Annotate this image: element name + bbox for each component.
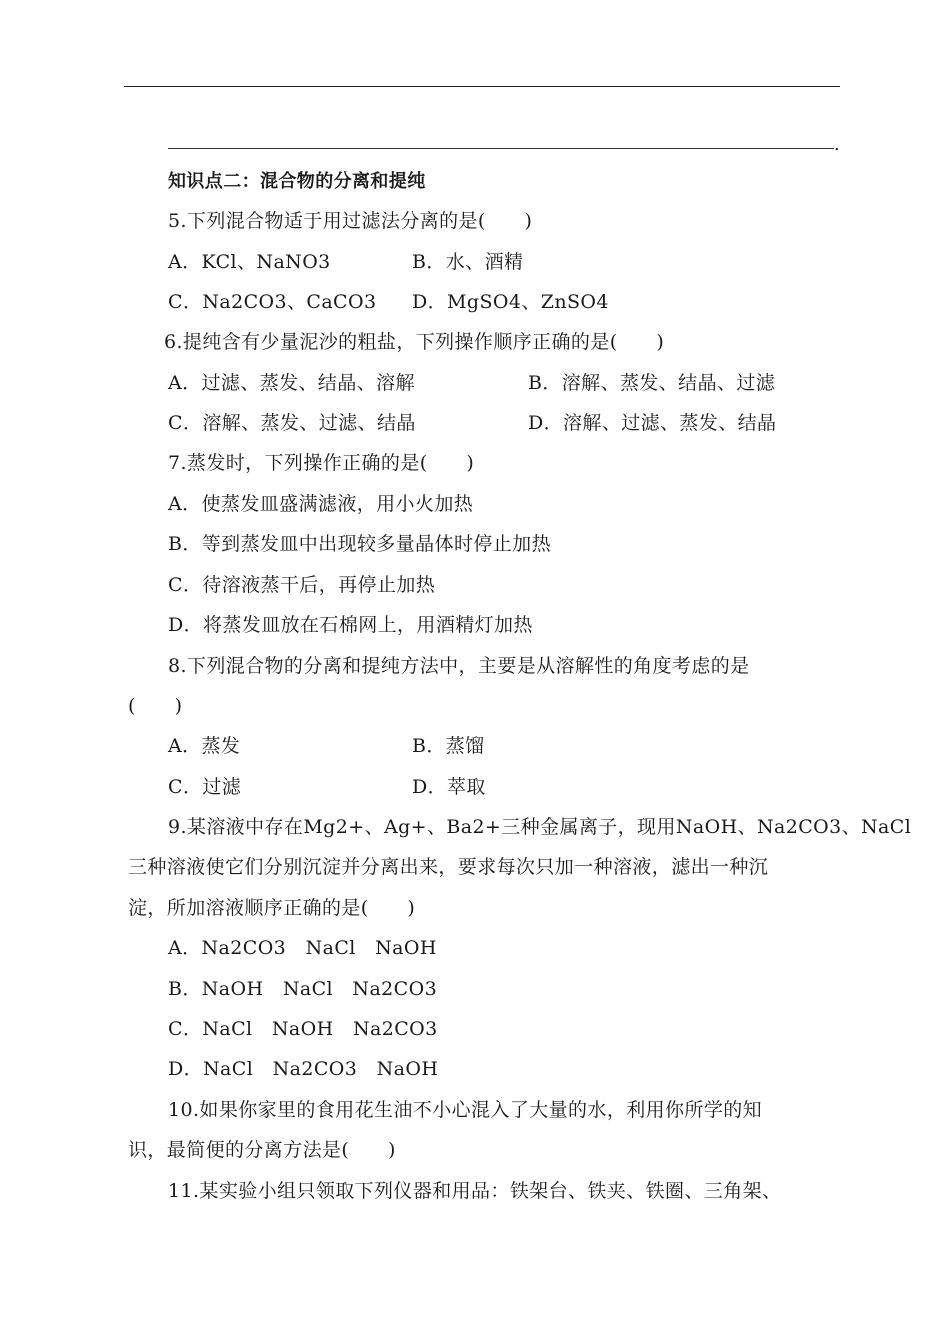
q11-stem-line1: 11.某实验小组只领取下列仪器和用品：铁架台、铁夹、铁圈、三角架、 (168, 1180, 782, 1202)
q7-stem: 7.蒸发时，下列操作正确的是( ) (168, 452, 475, 474)
top-rule (124, 86, 840, 87)
q8-option-c: C．过滤 (168, 776, 242, 798)
q6-option-b: B．溶解、蒸发、结晶、过滤 (528, 372, 776, 394)
q8-option-d: D．萃取 (412, 776, 486, 798)
q5-option-d: D．MgSO4、ZnSO4 (412, 291, 609, 313)
q9-option-a: A．Na2CO3 NaCl NaOH (168, 937, 437, 959)
q8-option-b: B．蒸馏 (412, 735, 485, 757)
q5-option-c: C．Na2CO3、CaCO3 (168, 291, 377, 313)
q6-option-c: C．溶解、蒸发、过滤、结晶 (168, 412, 416, 434)
q7-option-a: A．使蒸发皿盛满滤液，用小火加热 (168, 493, 474, 515)
q9-option-b: B．NaOH NaCl Na2CO3 (168, 978, 438, 1000)
q8-paren: ( ) (128, 695, 183, 717)
q5-option-b: B．水、酒精 (412, 251, 524, 273)
q7-option-c: C．待溶液蒸干后，再停止加热 (168, 574, 436, 596)
q7-option-b: B．等到蒸发皿中出现较多量晶体时停止加热 (168, 533, 551, 555)
q9-option-c: C．NaCl NaOH Na2CO3 (168, 1018, 438, 1040)
q6-option-a: A．过滤、蒸发、结晶、溶解 (168, 372, 415, 394)
q9-stem-line2: 三种溶液使它们分别沉淀并分离出来，要求每次只加一种溶液，滤出一种沉 (128, 856, 769, 878)
answer-blank-line (168, 148, 834, 149)
q6-option-d: D．溶解、过滤、蒸发、结晶 (528, 412, 777, 434)
q10-stem-line1: 10.如果你家里的食用花生油不小心混入了大量的水，利用你所学的知 (168, 1099, 763, 1121)
q10-stem-line2: 识，最简便的分离方法是( ) (128, 1139, 396, 1161)
q5-stem: 5.下列混合物适于用过滤法分离的是( ) (168, 210, 533, 232)
q5-option-a: A．KCl、NaNO3 (168, 251, 331, 273)
q9-option-d: D．NaCl Na2CO3 NaOH (168, 1058, 439, 1080)
q8-stem: 8.下列混合物的分离和提纯方法中，主要是从溶解性的角度考虑的是 (168, 655, 750, 677)
q9-stem-line3: 淀，所加溶液顺序正确的是( ) (128, 897, 416, 919)
q6-stem: 6.提纯含有少量泥沙的粗盐，下列操作顺序正确的是( ) (164, 331, 665, 353)
q7-option-d: D．将蒸发皿放在石棉网上，用酒精灯加热 (168, 614, 533, 636)
q9-stem-line1: 9.某溶液中存在Mg2+、Ag+、Ba2+三种金属离子，现用NaOH、Na2CO3、NaCl (168, 816, 912, 838)
blank-end-period: . (834, 134, 840, 155)
q8-option-a: A．蒸发 (168, 735, 241, 757)
section-title: 知识点二：混合物的分离和提纯 (168, 171, 426, 192)
